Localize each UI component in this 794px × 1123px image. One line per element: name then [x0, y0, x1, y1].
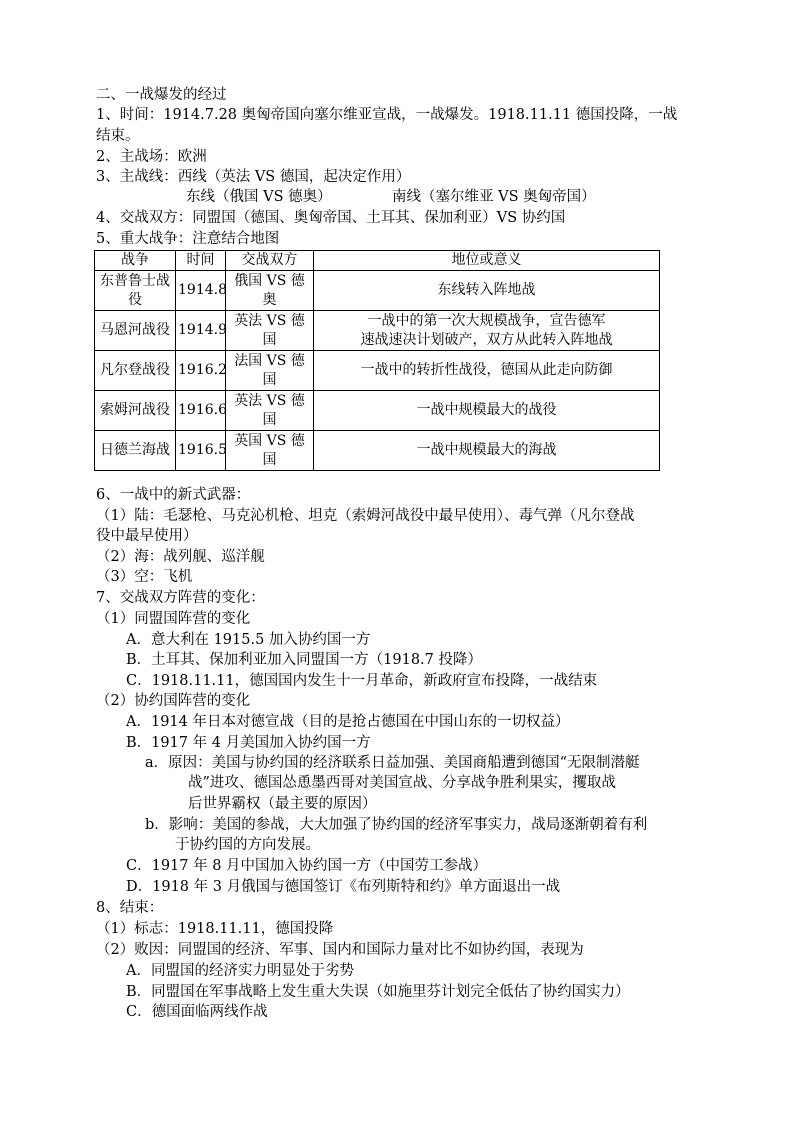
central-powers-changes: （1）同盟国阵营的变化: [96, 611, 251, 627]
cell-time: 1914.9: [176, 311, 226, 351]
weapons-land-line2: 役中最早使用）: [96, 528, 198, 544]
battles-table: [94, 250, 660, 471]
table-header-row: [95, 251, 660, 271]
us-reason-line1: a．原因：美国与协约国的经济联系日益加强、美国商船遭到德国“无限制潜艇: [145, 755, 640, 771]
cell-time: 1916.5: [176, 431, 226, 471]
central-item-c: C．1918.11.11，德国国内发生十一月革命，新政府宣布投降，一战结束: [126, 673, 598, 689]
cell-time: 1914.8: [176, 271, 226, 311]
header-battle: 战争: [95, 251, 176, 271]
entente-item-b: B．1917 年 4 月美国加入协约国一方: [126, 735, 371, 751]
cell-sides: 英法 VS 德国: [226, 311, 314, 351]
defeat-reasons: （2）败因：同盟国的经济、军事、国内和国际力量对比不如协约国，表现为: [96, 942, 584, 958]
paragraph-camp-changes: 7、交战双方阵营的变化：: [96, 590, 265, 606]
cell-significance: [314, 311, 660, 351]
header-sides: 交战双方: [226, 251, 314, 271]
us-impact-line2: 于协约国的方向发展。: [175, 837, 320, 853]
paragraph-eastern-front: 东线（俄国 VS 德奥）: [186, 189, 332, 205]
entente-item-c: C．1917 年 8 月中国加入协约国一方（中国劳工参战）: [126, 858, 488, 874]
table-row: [95, 351, 660, 391]
end-marker: （1）标志：1918.11.11，德国投降: [96, 921, 334, 937]
cell-sides: 英法 VS 德国: [226, 391, 314, 431]
cell-battle: 马恩河战役: [95, 311, 176, 351]
cell-significance: 一战中的转折性战役，德国从此走向防御: [314, 351, 660, 391]
table-row: [95, 431, 660, 471]
us-reason-line3: 后世界霸权（最主要的原因）: [188, 796, 377, 812]
cell-battle: 日德兰海战: [95, 431, 176, 471]
central-item-a: A．意大利在 1915.5 加入协约国一方: [126, 632, 371, 648]
weapons-land-line1: （1）陆：毛瑟枪、马克沁机枪、坦克（索姆河战役中最早使用）、毒气弹（凡尔登战: [96, 508, 635, 524]
table-row: [95, 271, 660, 311]
us-reason-line2: 战”进攻、德国怂恿墨西哥对美国宣战、分享战争胜利果实，攫取战: [188, 775, 616, 791]
cell-significance-line1: 一战中的第一次大规模战争，宣告德军: [367, 312, 606, 329]
defeat-item-b: B．同盟国在军事战略上发生重大失误（如施里芬计划完全低估了协约国实力）: [126, 984, 630, 1000]
paragraph-southern-front: 南线（塞尔维亚 VS 奥匈帝国）: [392, 189, 596, 205]
cell-time: 1916.2: [176, 351, 226, 391]
paragraph-main-fronts: 3、主战线：西线（英法 VS 德国，起决定作用）: [96, 169, 411, 185]
cell-battle: 东普鲁士战役: [95, 271, 176, 311]
paragraph-time-line2: 结束。: [96, 128, 140, 144]
weapons-air: （3）空：飞机: [96, 569, 193, 585]
cell-battle: 索姆河战役: [95, 391, 176, 431]
defeat-item-a: A．同盟国的经济实力明显处于劣势: [126, 963, 354, 979]
paragraph-major-battles: 5、重大战争：注意结合地图: [96, 231, 280, 247]
cell-significance: 东线转入阵地战: [314, 271, 660, 311]
header-significance: 地位或意义: [314, 251, 660, 271]
entente-item-d: D．1918 年 3 月俄国与德国签订《布列斯特和约》单方面退出一战: [126, 879, 561, 895]
us-impact-line1: b．影响：美国的参战，大大加强了协约国的经济军事实力，战局逐渐朝着有利: [145, 817, 648, 833]
cell-time: 1916.6: [176, 391, 226, 431]
cell-sides: 英国 VS 德国: [226, 431, 314, 471]
paragraph-time-line1: 1、时间：1914.7.28 奥匈帝国向塞尔维亚宣战，一战爆发。1918.11.11 德国投降，一战: [96, 107, 678, 123]
section-title: 二、一战爆发的经过: [96, 87, 227, 103]
entente-item-a: A．1914 年日本对德宣战（目的是抢占德国在中国山东的一切权益）: [126, 714, 570, 730]
cell-sides: 俄国 VS 德奥: [226, 271, 314, 311]
cell-sides: 法国 VS 德国: [226, 351, 314, 391]
table-row: [95, 311, 660, 351]
paragraph-belligerents: 4、交战双方：同盟国（德国、奥匈帝国、土耳其、保加利亚）VS 协约国: [96, 210, 566, 226]
paragraph-end: 8、结束：: [96, 900, 164, 916]
header-time: 时间: [176, 251, 226, 271]
table-row: [95, 391, 660, 431]
cell-significance-line2: 速战速决计划破产，双方从此转入阵地战: [360, 331, 613, 348]
defeat-item-c: C．德国面临两线作战: [126, 1004, 268, 1020]
entente-changes: （2）协约国阵营的变化: [96, 693, 251, 709]
cell-significance: 一战中规模最大的战役: [314, 391, 660, 431]
cell-battle: 凡尔登战役: [95, 351, 176, 391]
paragraph-main-battlefield: 2、主战场：欧洲: [96, 149, 207, 165]
paragraph-new-weapons: 6、一战中的新式武器：: [96, 487, 251, 503]
weapons-sea: （2）海：战列舰、巡洋舰: [96, 549, 265, 565]
cell-significance: 一战中规模最大的海战: [314, 431, 660, 471]
central-item-b: B．土耳其、保加利亚加入同盟国一方（1918.7 投降）: [126, 652, 482, 668]
